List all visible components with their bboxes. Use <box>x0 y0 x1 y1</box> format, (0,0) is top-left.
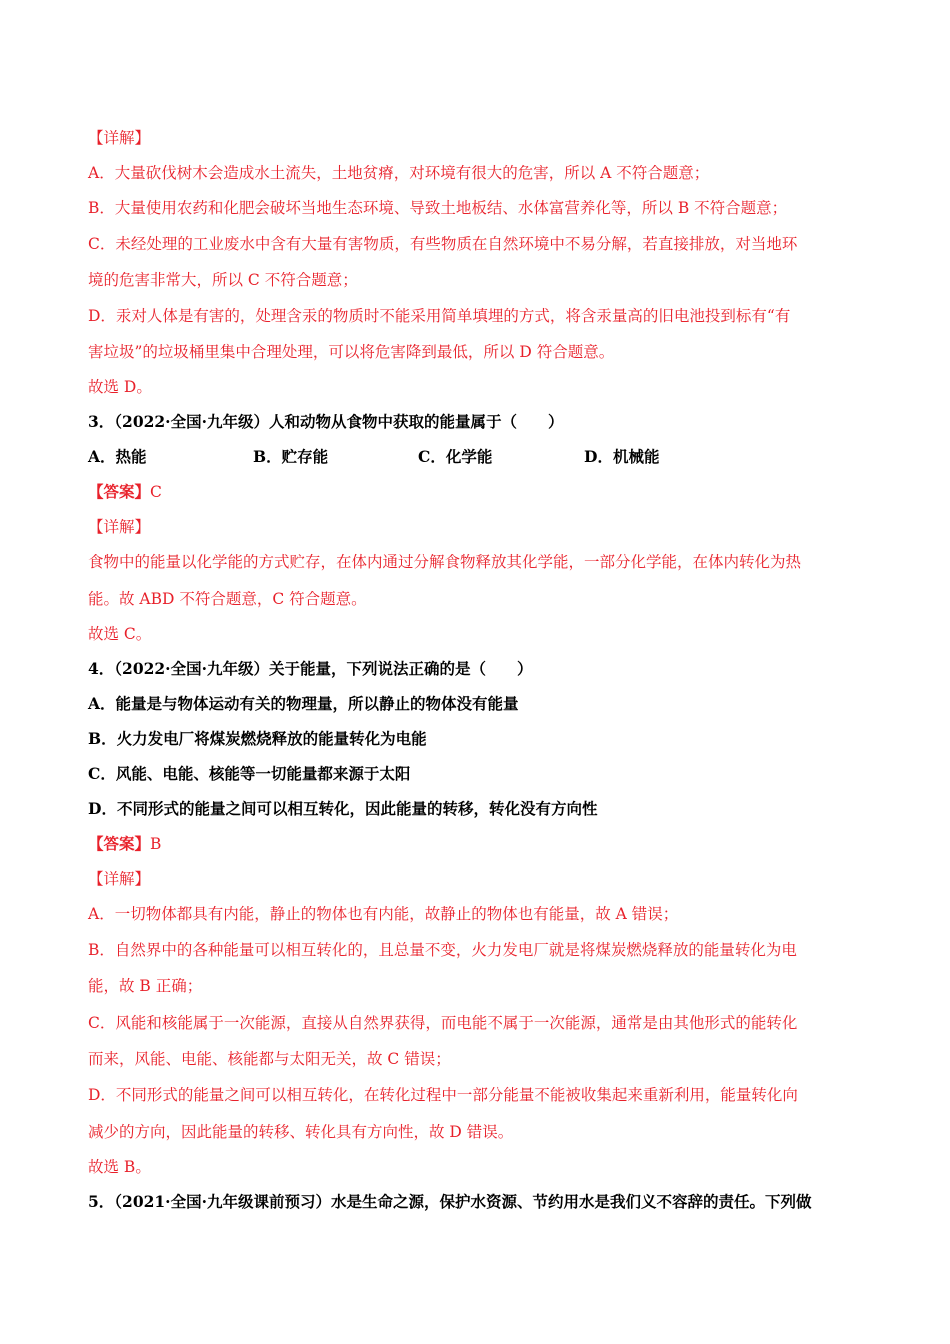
q3-detail-label: 【详解】 <box>88 518 151 536</box>
q3-detail-line: 食物中的能量以化学能的方式贮存，在体内通过分解食物释放其化学能，一部分化学能，在体内转化为热 <box>88 553 802 571</box>
q2-detail-line: 境的危害非常大，所以 C 不符合题意； <box>88 271 358 289</box>
q3-option-c: C．化学能 <box>418 447 493 466</box>
q4-detail-line: 而来，风能、电能、核能都与太阳无关，故 C 错误； <box>88 1050 451 1068</box>
q3-option-d: D．机械能 <box>584 447 660 466</box>
q4-stem: 4．（2022·全国·九年级）关于能量，下列说法正确的是（ ） <box>88 659 533 678</box>
q4-option-a: A．能量是与物体运动有关的物理量，所以静止的物体没有能量 <box>88 694 519 713</box>
q4-option-d: D．不同形式的能量之间可以相互转化，因此能量的转移，转化没有方向性 <box>88 799 598 818</box>
q3-option-b: B．贮存能 <box>253 447 329 466</box>
q4-answer-value: B <box>150 835 162 853</box>
q4-detail-line: D．不同形式的能量之间可以相互转化，在转化过程中一部分能量不能被收集起来重新利用，能量转化向 <box>88 1086 798 1104</box>
q4-conclusion: 故选 B。 <box>88 1158 151 1176</box>
q2-detail-line: 害垃圾”的垃圾桶里集中合理处理，可以将危害降到最低，所以 D 符合题意。 <box>88 343 615 361</box>
q4-option-c: C．风能、电能、核能等一切能量都来源于太阳 <box>88 764 411 783</box>
q4-detail-line: A．一切物体都具有内能，静止的物体也有内能，故静止的物体也有能量，故 A 错误； <box>88 905 679 923</box>
q3-option-a: A．热能 <box>88 447 147 466</box>
q4-detail-label: 【详解】 <box>88 870 151 888</box>
q3-conclusion: 故选 C。 <box>88 625 152 643</box>
q4-option-b: B．火力发电厂将煤炭燃烧释放的能量转化为电能 <box>88 729 427 748</box>
q2-detail-line: C．未经处理的工业废水中含有大量有害物质，有些物质在自然环境中不易分解，若直接排放，对当地环 <box>88 235 798 253</box>
q4-detail-line: 能，故 B 正确； <box>88 977 203 995</box>
q4-answer-label: 【答案】 <box>88 834 151 853</box>
q2-detail-label: 【详解】 <box>88 129 151 147</box>
q3-answer-value: C <box>150 483 162 501</box>
q3-stem: 3．（2022·全国·九年级）人和动物从食物中获取的能量属于（ ） <box>88 412 564 431</box>
q3-answer-label: 【答案】 <box>88 482 151 501</box>
q4-answer <box>88 834 161 854</box>
q4-detail-line: B．自然界中的各种能量可以相互转化的，且总量不变，火力发电厂就是将煤炭燃烧释放的能量转化为电 <box>88 941 797 959</box>
q4-detail-line: C．风能和核能属于一次能源，直接从自然界获得，而电能不属于一次能源，通常是由其他形式的能转化 <box>88 1014 798 1032</box>
q2-detail-line: B．大量使用农药和化肥会破坏当地生态环境、导致土地板结、水体富营养化等，所以 B 不符合题意； <box>88 199 788 217</box>
q5-stem: 5．（2021·全国·九年级课前预习）水是生命之源，保护水资源、节约用水是我们义不容辞的责任。下列做 <box>88 1192 812 1211</box>
q4-detail-line: 减少的方向，因此能量的转移、转化具有方向性，故 D 错误。 <box>88 1123 514 1141</box>
q2-conclusion: 故选 D。 <box>88 378 152 396</box>
q2-detail-line: D．汞对人体是有害的，处理含汞的物质时不能采用简单填埋的方式，将含汞量高的旧电池投到标有“有 <box>88 307 791 325</box>
q3-answer <box>88 482 162 502</box>
q3-detail-line: 能。故 ABD 不符合题意，C 符合题意。 <box>88 590 367 608</box>
q2-detail-line: A．大量砍伐树木会造成水土流失，土地贫瘠，对环境有很大的危害，所以 A 不符合题意； <box>88 164 710 182</box>
